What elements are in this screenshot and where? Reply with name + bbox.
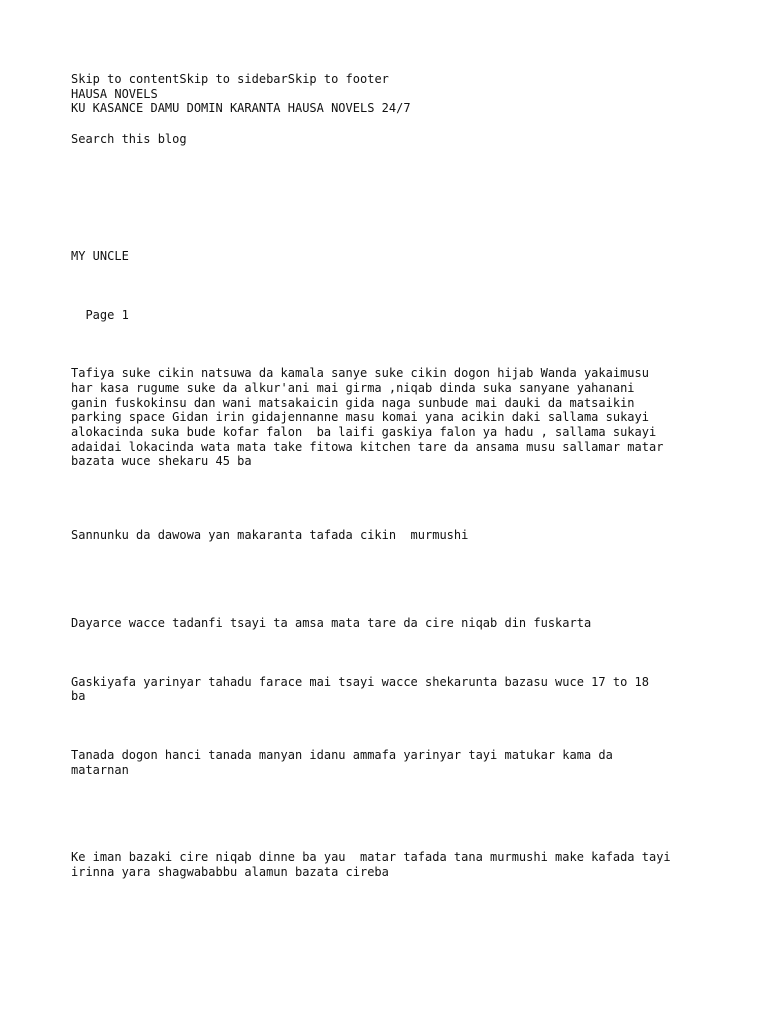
post-paragraph: Dayarce wacce tadanfi tsayi ta amsa mata tare da cire niqab din fuskarta [71,615,592,630]
skip-links [71,72,711,87]
post-paragraph: Gaskiyafa yarinyar tahadu farace mai tsayi wacce shekarunta bazasu wuce 17 to 18 ba [71,674,649,704]
post-paragraph: Ke iman bazaki cire niqab dinne ba yau matar tafada tana murmushi make kafada tayi irinna yara shagwababbu alamun bazata cireba [71,850,671,880]
blog-title[interactable]: HAUSA NOVELS [71,86,158,101]
skip-to-sidebar-link[interactable]: Skip to sidebar [179,72,288,86]
post-paragraph: Tafiya suke cikin natsuwa da kamala sanye suke cikin dogon hijab Wanda yakaimusu har kasa rugume suke da alkur'ani mai girma ,niqab dinda suka sanyane yahanani ganin fuskokinsu dan wani matsakaicin gida naga sunbude mai dauki da matsaikin parking space Gidan irin gidajennanne masu komai yana acikin daki sallama sukayi alokacinda suka bude kofar falon ba laifi gaskiya falon ya hadu , sallama sukayi adaidai lokacinda wata mata take fitowa kitchen tare da ansama musu sallamar matar bazata wuce shekaru 45 ba [71,366,664,469]
blog-tagline: KU KASANCE DAMU DOMIN KARANTA HAUSA NOVELS 24/7 [71,101,411,116]
skip-to-content-link[interactable]: Skip to content [71,72,180,86]
post-title: MY UNCLE [71,248,129,263]
post-paragraph: Sannunku da dawowa yan makaranta tafada cikin murmushi [71,528,469,543]
page-number: Page 1 [71,307,129,322]
search-blog-label[interactable]: Search this blog [71,132,187,147]
blog-page [71,72,711,880]
post-paragraph: Tanada dogon hanci tanada manyan idanu ammafa yarinyar tayi matukar kama da matarnan [71,747,613,777]
skip-to-footer-link[interactable]: Skip to footer [287,72,389,86]
